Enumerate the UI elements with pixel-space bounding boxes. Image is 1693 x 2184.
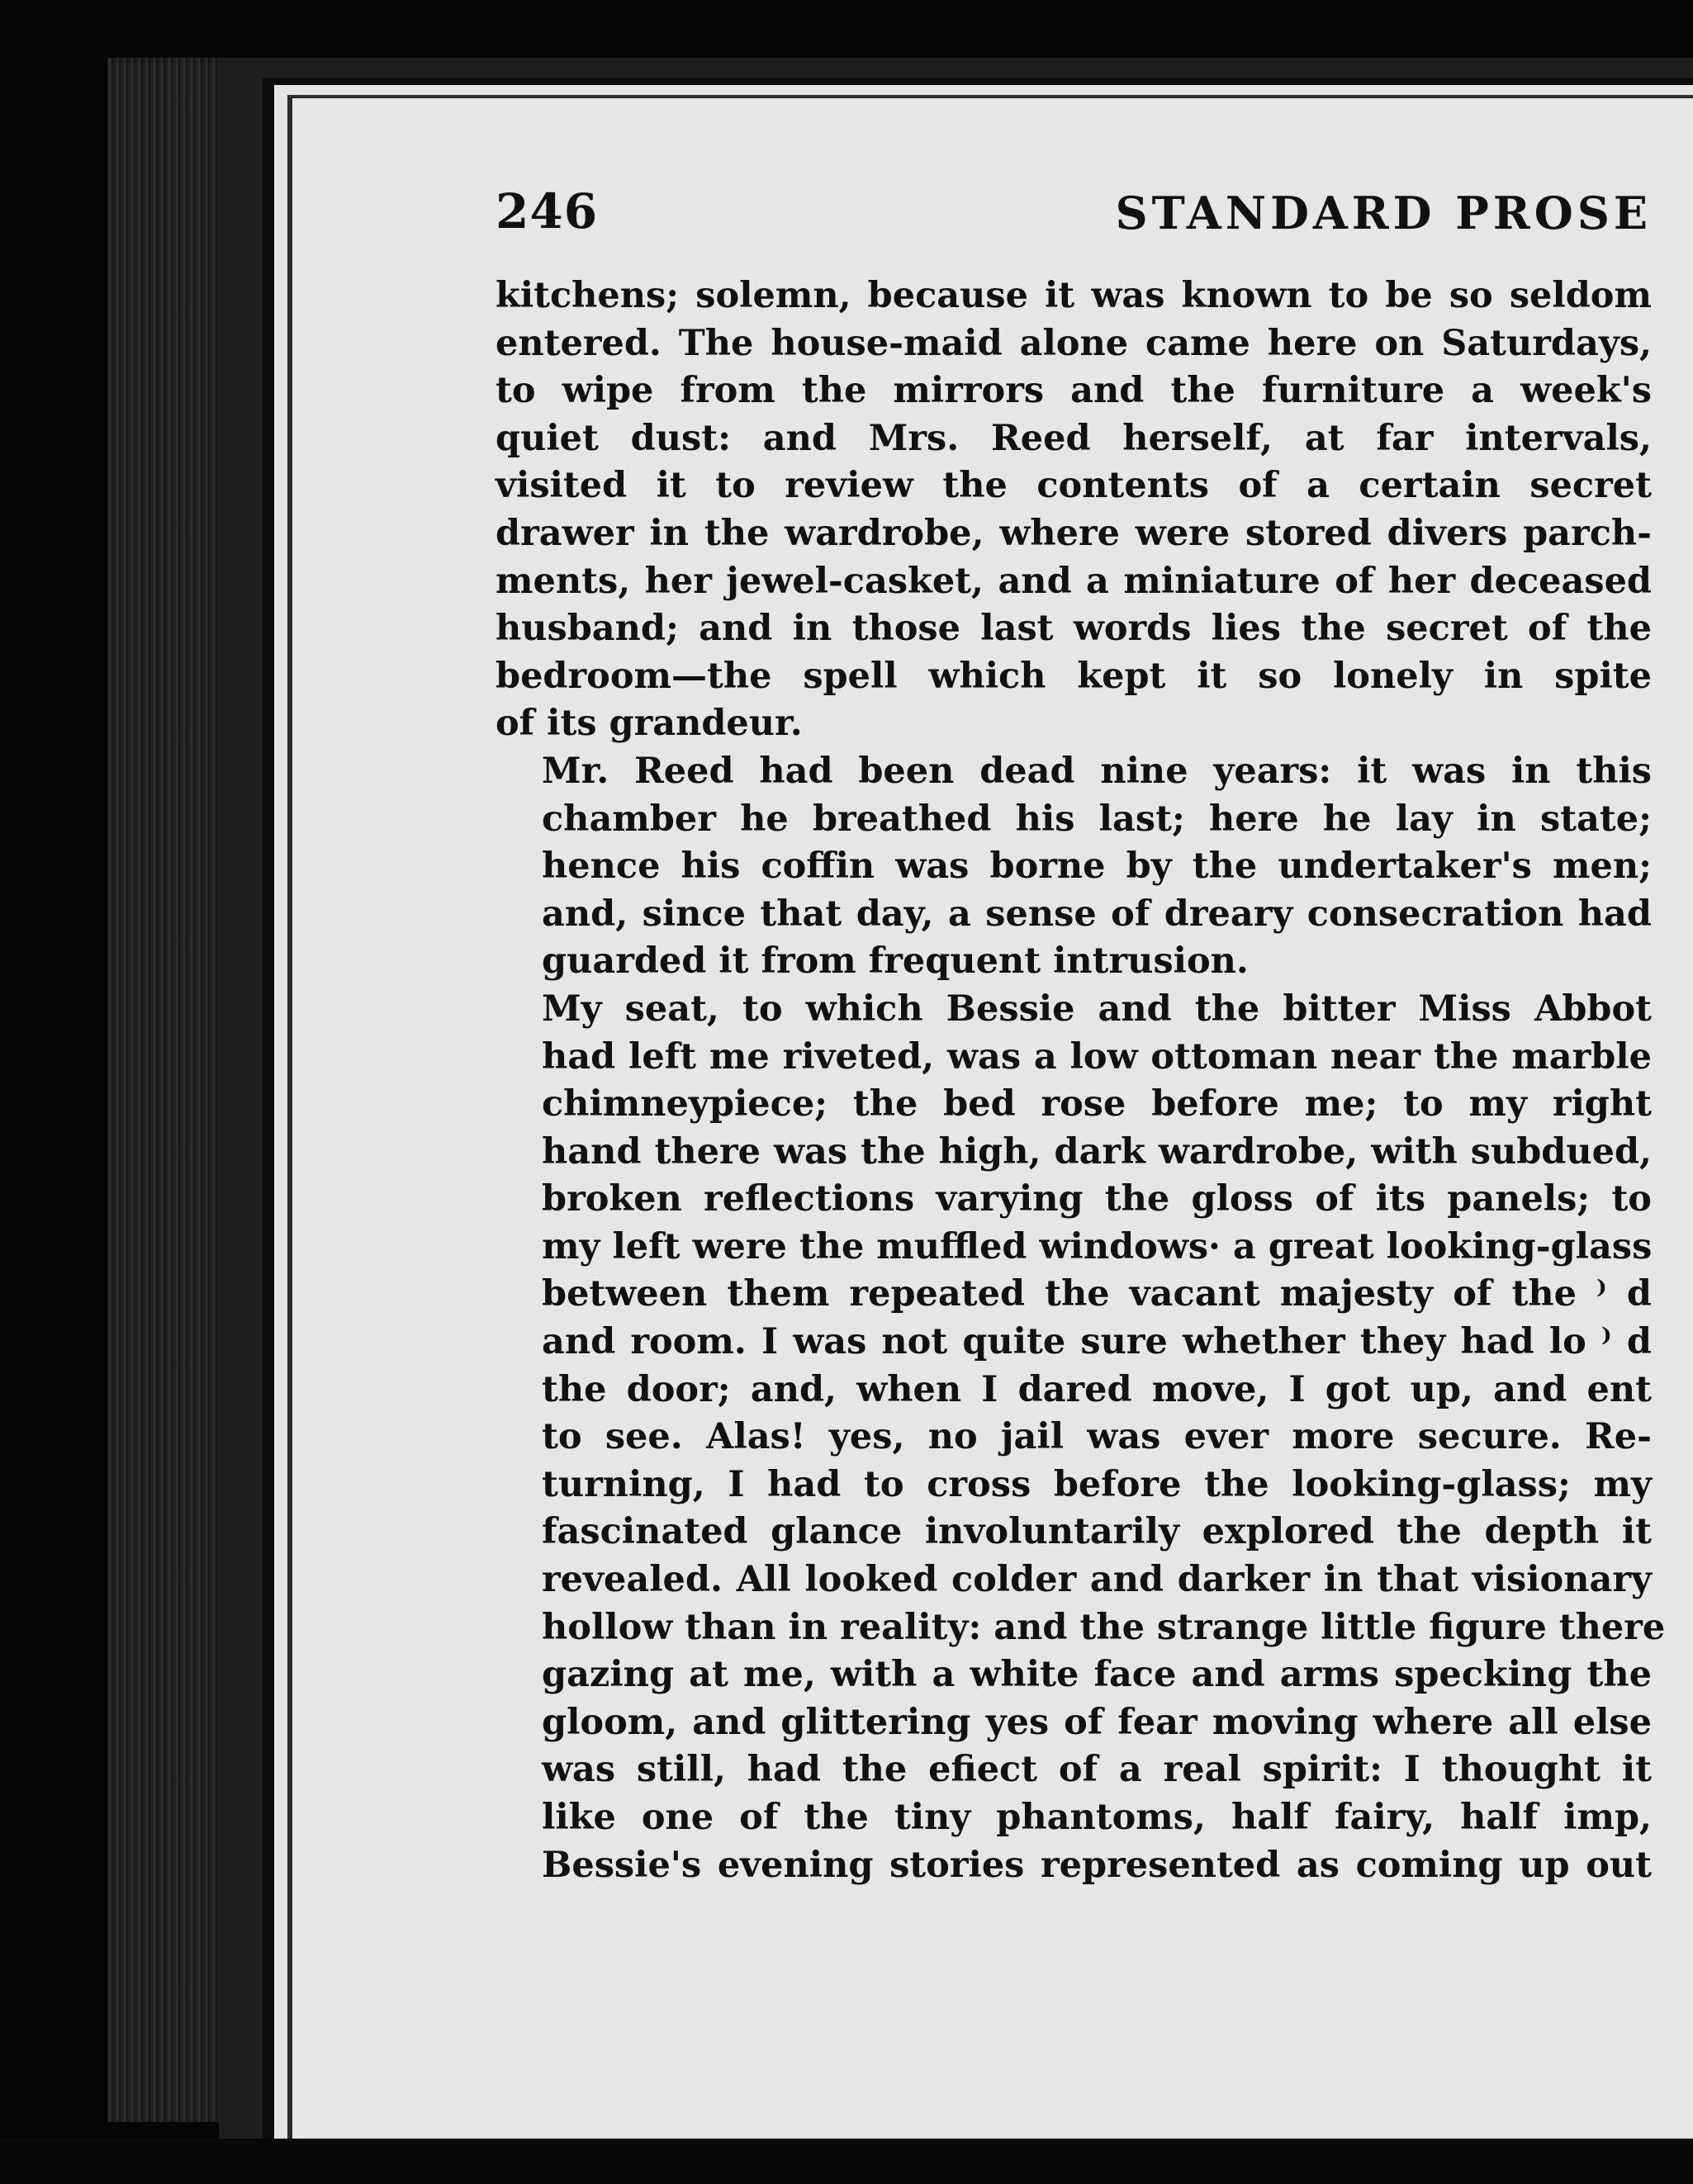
text-line: My seat, to which Bessie and the bitter Miss Abbot bbox=[542, 988, 1652, 1030]
text-line: to see. Alas! yes, no jail was ever more secure. Re- bbox=[542, 1416, 1652, 1458]
running-head bbox=[496, 183, 1652, 241]
bottom-shadow bbox=[0, 2139, 1693, 2184]
text-line: like one of the tiny phantoms, half fairy, half imp, bbox=[542, 1797, 1652, 1838]
paragraph bbox=[496, 748, 1652, 986]
running-title: STANDARD PROSE bbox=[1115, 187, 1652, 239]
text-line: had left me riveted, was a low ottoman near the marble bbox=[542, 1035, 1652, 1078]
text-line: Bessie's evening stories represented as coming up out bbox=[542, 1844, 1652, 1886]
text-line: was still, had the efiect of a real spirit: I thought it bbox=[542, 1749, 1652, 1791]
text-line: the door; and, when I dared move, I got up, and ent bbox=[542, 1368, 1652, 1410]
text-line: of its grandeur. bbox=[496, 703, 803, 745]
text-line: revealed. All looked colder and darker in that visionary bbox=[542, 1559, 1652, 1601]
text-line: between them repeated the vacant majesty of the ⁾ d bbox=[542, 1273, 1652, 1315]
text-line: hence his coffin was borne by the undertaker's men; bbox=[542, 846, 1652, 888]
text-line: visited it to review the contents of a certain secret bbox=[496, 465, 1652, 507]
text-line: chamber he breathed his last; here he lay in state; bbox=[542, 798, 1652, 840]
text-line: gloom, and glittering yes of fear moving where all else bbox=[542, 1701, 1652, 1743]
text-line: entered. The house-maid alone came here on Saturdays, bbox=[496, 322, 1652, 364]
text-line: quiet dust: and Mrs. Reed herself, at far intervals, bbox=[496, 417, 1652, 459]
text-line: to wipe from the mirrors and the furniture a week's bbox=[496, 370, 1652, 412]
text-line: chimneypiece; the bed rose before me; to my right bbox=[542, 1083, 1652, 1125]
body-text bbox=[496, 272, 1666, 1889]
text-line: and, since that day, a sense of dreary consecration had bbox=[542, 893, 1652, 935]
text-line: and room. I was not quite sure whether they had lo ⁾ d bbox=[542, 1321, 1652, 1363]
page-number: 246 bbox=[496, 183, 599, 239]
text-line: guarded it from frequent intrusion. bbox=[542, 940, 1249, 983]
text-line: turning, I had to cross before the looking-glass; my bbox=[542, 1463, 1652, 1505]
text-line: Mr. Reed had been dead nine years: it was in this bbox=[542, 750, 1652, 792]
text-line: hand there was the high, dark wardrobe, with subdued, bbox=[542, 1130, 1652, 1173]
text-line: drawer in the wardrobe, where were stored divers parch- bbox=[496, 512, 1652, 554]
text-line: kitchens; solemn, because it was known to be so seldom bbox=[496, 275, 1652, 316]
text-line: fascinated glance involuntarily explored the depth it bbox=[542, 1511, 1652, 1553]
paragraph bbox=[496, 272, 1652, 748]
text-line: husband; and in those last words lies the secret of the bbox=[496, 608, 1652, 650]
text-line: ments, her jewel-casket, and a miniature of her deceased bbox=[496, 560, 1652, 602]
text-line: my left were the muffled windows· a great looking-glass bbox=[542, 1225, 1653, 1267]
text-line: hollow than in reality: and the strange little figure there bbox=[542, 1606, 1666, 1648]
text-line: gazing at me, with a white face and arms specking the bbox=[542, 1654, 1652, 1696]
paragraph bbox=[496, 986, 1666, 1889]
text-line: bedroom—the spell which kept it so lonely in spite bbox=[496, 655, 1652, 697]
text-line: broken reflections varying the gloss of its panels; to bbox=[542, 1178, 1652, 1220]
